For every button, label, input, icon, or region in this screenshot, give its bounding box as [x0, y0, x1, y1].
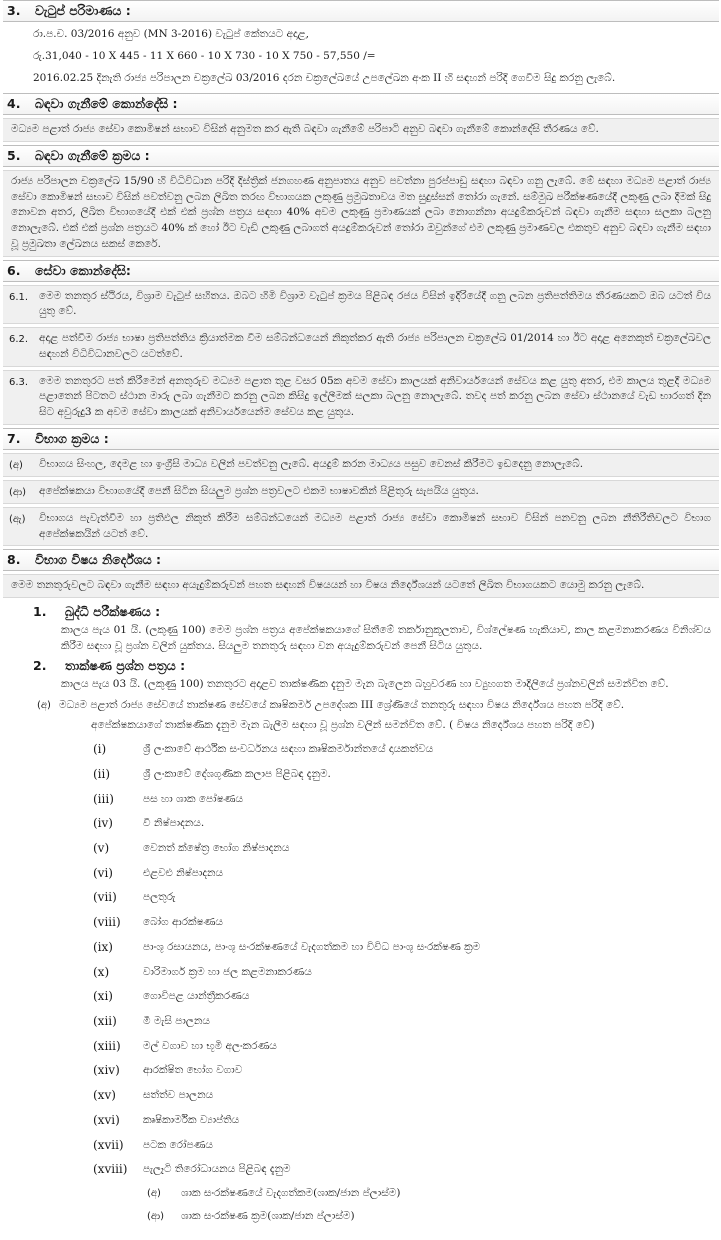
syllabus-a-text: මධ්‍යම පළාත් රාජ්‍ය සේවයේ තාක්ෂණ සේවයේ කෘෂිකර්ම උපදේශක III ශ්‍රේණියේ තනතුරු සඳහා විෂය නිර්දේශය පහත පරිදි වේ.: [59, 698, 625, 711]
section-5-heading: [3, 145, 719, 167]
topic-number: (xvi): [93, 1112, 120, 1127]
paper-1-title: බුද්ධි පරීක්ෂණය :: [65, 604, 161, 619]
exam-method-item: [3, 507, 719, 547]
paper-2-description: කාලය පැය 03 යි. (ලකුණු 100) තනතුරට අදාළව තාක්ෂණික දැනුම මැන බැලෙන බහුවරණ හා ව්‍යුහගත මාදිලියේ ප්‍රශ්නවලින් සමන්විත වේ.: [61, 678, 669, 690]
paper-2-number: 2.: [33, 658, 47, 674]
syllabus-topic: [3, 885, 719, 910]
topic-text: ශ්‍රී ලංකාවේ ආර්ථික සංවර්ධනය සඳහා කෘෂිකර්මාන්තයේ දායකත්වය: [143, 743, 434, 756]
topic-number: (x): [93, 964, 110, 979]
topic-text: එළවළු නිෂ්පාදනය: [143, 866, 224, 879]
syllabus-topic: [3, 861, 719, 886]
syllabus-topic: [3, 984, 719, 1009]
topic-number: (xi): [93, 989, 113, 1004]
service-condition-text: අදාළ පත්වීම රාජ්‍ය භාෂා ප්‍රතිපත්තිය ක්‍රියාත්මක වීම සම්බන්ධයෙන් නිකුත්කර ඇති රාජ්‍ය පරිපාලන චක්‍රලේඛ 01/2014 හා ඊට අදාළ අනෙකුත් චක්‍රලේඛවල සඳහන් විධිවිධානවලට යටත්වේ.: [39, 332, 711, 360]
exam-method-label: (ආ): [9, 486, 27, 498]
topic-text: පාංශු රසායනය, පාංශු සංරක්ෂණයේ වැදගත්කම හා විවිධ පාංශු සංරක්ෂණ ක්‍රම: [143, 940, 481, 953]
paper-1-number: 1.: [33, 604, 47, 619]
exam-method-text: විභාගය සිංහල, දෙමළ හා ඉංග්‍රීසි මාධ්‍ය වලින් පවත්වනු ලැබේ. අයදුම් කරන මාධ්‍යය පසුව වෙනස් කිරීමට ඉඩදෙනු නොලැබේ.: [39, 457, 584, 470]
topic-number: (vi): [93, 865, 113, 880]
topic-text: පටක රෝපණය: [143, 1138, 213, 1151]
recruitment-conditions-text: මධ්‍යම පළාත් රාජ්‍ය සේවා කොමිෂන් සභාව විසින් අනුමත කර ඇති බඳවා ගැනීමේ පරිපාටි අනුව බඳවා ගැනීමේ කොන්දේසි තීරණය වේ.: [3, 118, 719, 142]
exam-method-label: (අ): [9, 459, 23, 471]
section-7-title: විභාග ක්‍රමය :: [35, 430, 109, 446]
topic-number: (xv): [93, 1088, 116, 1103]
topic-text: පස හා ශාක පෝෂණය: [143, 792, 244, 805]
section-8-heading: [3, 549, 719, 571]
topic-text: මල් වගාව හා භූමි අලංකරණය: [143, 1039, 277, 1052]
syllabus-topic: [3, 1133, 719, 1158]
section-6-number: 6.: [7, 262, 21, 278]
topic-text: වාරිමාර්ග ක්‍රම හා ජල කළමනාකරණය: [143, 965, 312, 978]
syllabus-topic: [3, 836, 719, 861]
topic-number: (ii): [93, 766, 111, 781]
topic-number: (xii): [93, 1013, 117, 1028]
topic-text: සත්ත්ව පාලනය: [143, 1089, 214, 1102]
paper-1-heading: [3, 601, 719, 622]
syllabus-topic: [3, 1058, 719, 1083]
topic-text: බෝග ආරක්ෂණය: [143, 916, 223, 929]
service-condition-number: 6.1.: [9, 291, 29, 303]
section-6-heading: [3, 260, 719, 282]
syllabus-a-line: [3, 694, 719, 716]
subtopic-label: (අ): [147, 1187, 161, 1199]
topic-text: ශ්‍රී ලංකාවේ දේශගුණික කලාප පිළිබඳ දැනුම.: [143, 767, 331, 780]
topic-text: මී මැසි පාලනය: [143, 1014, 210, 1027]
exam-method-item: [3, 453, 719, 477]
topic-text: පැලෑටි තිරෝධායනය පිළිබඳ දැනුම: [143, 1163, 291, 1176]
topic-text: කෘෂිකාර්මික ව්‍යාප්තිය: [143, 1113, 240, 1126]
section-5-number: 5.: [7, 147, 21, 163]
service-condition-item: [3, 285, 719, 325]
topic-number: (viii): [93, 915, 121, 930]
paper-2-heading: [3, 655, 719, 676]
syllabus-topic: [3, 811, 719, 836]
service-condition-item: [3, 327, 719, 367]
paper-1-description: කාලය පැය 01 යි. (ලකුණු 100) මෙම ප්‍රශ්න පත්‍රය අපේක්ෂකයාගේ සිතීමේ තර්කානුකූලතාව, විශ්ලේෂණ හැකියාව, කාල කළමනාකරණය විනිශ්චය කිරීම සඳහා වූ ප්‍රශ්න වලින් යුක්තය. සියලුම තනතුරු සඳහා වන අයැදුම්කරුවන් පෙනී සිටිය යුතුය.: [61, 623, 711, 652]
topic-number: (iii): [93, 791, 114, 806]
syllabus-topic: [3, 787, 719, 812]
topic-number: (vii): [93, 890, 117, 905]
salary-scale-block: [3, 22, 719, 90]
syllabus-topic: [3, 910, 719, 935]
syllabus-topic: [3, 1009, 719, 1034]
subtopic-text: ශාක සංරක්ෂණ ක්‍රම(ශාක/ජාන ප්ලාස්ම): [181, 1209, 355, 1222]
subtopic-text: ශාක සංරක්ෂණයේ වැදගත්කම(ශාක/ජාන ප්ලාස්ම): [181, 1186, 401, 1199]
topic-number: (xvii): [93, 1137, 124, 1152]
section-8-number: 8.: [7, 552, 21, 568]
section-3-number: 3.: [7, 3, 21, 18]
topic-number: (xiii): [93, 1038, 121, 1053]
syllabus-a-label: (අ): [37, 699, 51, 711]
syllabus-intro-text: මෙම තනතුරුවලට බඳවා ගැනීම සඳහා අයැදුම්කරුවන් පහත සඳහන් විෂයයන් හා විෂය නිර්දේශයන් යටතේ ලිඛිත විභාගයකට යොමු කරනු ලැබේ.: [3, 574, 719, 598]
syllabus-a-subtext: අපේක්ෂකයාගේ තාක්ෂණික දැනුම මැන බැලීම සඳහා වූ ප්‍රශ්න වලින් සමන්විත වේ. ( විෂය නිර්දේශය පහත පරිදි වේ): [91, 718, 595, 731]
exam-method-text: අපේක්ෂකයා විභාගයේදී පෙනී සිටින සියලුම ප්‍රශ්න පත්‍රවලට එකම භාෂාවකින් පිළිතුරු සැපයිය යුතුය.: [39, 484, 479, 497]
exam-method-text: විභාගය පැවැත්වීම හා ප්‍රතිඵල නිකුත් කිරීම සම්බන්ධයෙන් මධ්‍යම පළාත් රාජ්‍ය සේවා කොමිෂන් සභාව විසින් පනවනු ලබන නීතිරීතිවලට විභාග අපේක්ෂකයින් යටත් වේ.: [39, 511, 711, 540]
section-3-title: වැටුප් පරිමාණය :: [35, 3, 131, 18]
section-3-heading: [3, 0, 719, 22]
syllabus-topic: [3, 1034, 719, 1059]
syllabus-topic: [3, 737, 719, 762]
section-4-title: බඳවා ගැනීමේ කොන්දේසි :: [35, 96, 178, 111]
section-4-number: 4.: [7, 96, 21, 111]
section-8-title: විභාග විෂය නිර්දේශය :: [35, 552, 162, 568]
syllabus-topic: [3, 1083, 719, 1108]
service-condition-number: 6.2.: [9, 334, 29, 345]
topic-text: වී නිෂ්පාදනය.: [143, 817, 205, 830]
syllabus-subtopic: [3, 1182, 719, 1205]
service-condition-number: 6.3.: [9, 376, 29, 388]
topic-number: (xviii): [93, 1162, 128, 1177]
topic-number: (iv): [93, 816, 113, 831]
topic-text: ගොවිපළ යාන්ත්‍රීකරණය: [143, 990, 250, 1003]
topic-text: වෙනත් ක්ෂේත්‍ර භෝග නිෂ්පාදනය: [143, 842, 290, 855]
topic-number: (i): [93, 742, 107, 757]
syllabus-topic-list: [3, 737, 719, 1182]
salary-scale-line: රු.31,040 - 10 X 445 - 11 X 660 - 10 X 730 - 10 X 750 - 57,550 /=: [33, 50, 376, 62]
syllabus-topic: [3, 1108, 719, 1133]
syllabus-subtopic: [3, 1205, 719, 1228]
section-7-heading: [3, 428, 719, 450]
topic-text: ආරක්ෂිත භෝග වගාව: [143, 1064, 243, 1077]
topic-number: (ix): [93, 939, 113, 954]
section-5-title: බඳවා ගැනීමේ ක්‍රමය :: [35, 147, 150, 163]
syllabus-topic: [3, 935, 719, 960]
service-condition-item: [3, 370, 719, 425]
syllabus-subtopic-list: [3, 1182, 719, 1228]
syllabus-topic: [3, 762, 719, 787]
salary-circular-line: රා.ප.ච. 03/2016 අනුව (MN 3-2016) වැටුප් කේතයට අදාළ,: [33, 28, 309, 40]
section-4-heading: [3, 93, 719, 115]
exam-method-item: [3, 480, 719, 504]
topic-number: (v): [93, 841, 110, 856]
exam-method-label: (ඇ): [9, 513, 26, 525]
service-condition-text: මෙම තනතුරට පත් කිරීමෙන් අනතුරුව මධ්‍යම පළාත තුළ වසර 05ක අවම සේවා කාලයක් අනිවාර්යයෙන් සේවය කළ යුතු අතර, එම කාලය තුළදී මධ්‍යම පළාතෙන් පිටතට ස්ථාන මාරු ලබා ගැනීමට කරනු ලබන කිසිදු ඉල්ලීමක් සලකා බලනු නොලැබේ. තවද පත් කරනු ලබන සේවා ස්ථානයේ වැඩ භාරගත් දින සිට අවුරුදු3 ක අවම සේවා කාලයක් අනිවාර්යයෙන්ම සේවය කළ යුතුය.: [39, 374, 711, 418]
topic-text: පලතුරු: [143, 891, 176, 904]
syllabus-topic: [3, 960, 719, 985]
section-6-title: සේවා කොන්දේසි:: [35, 262, 131, 278]
topic-number: (xiv): [93, 1063, 120, 1078]
subtopic-label: (ආ): [147, 1210, 165, 1222]
recruitment-method-text: රාජ්‍ය පරිපාලන චක්‍රලේඛ 15/90 හි විධිවිධාන පරිදි දිස්ත්‍රික් ජනගහණ අනුපාතය අනුව පවත්නා පුරප්පාඩු සඳහා බඳවා ගනු ලැබේ. මේ සඳහා මධ්‍යම පළාත් රාජ්‍ය සේවා කොමිෂන් සභාව විසින් පවත්වනු ලබන ලිඛිත තරඟ විභාගයක ලකුණු ප්‍රමුඛතාවය මත සුදුස්සන් තෝරා ගැනේ. සම්මුඛ පරීක්ෂණයේදී ලකුණු ලබා දීමක් සිදු නොවන අතර, ලිඛිත විභාගයේදී එක් එක් ප්‍රශ්න පත්‍රය සඳහා 40% අවම ලකුණු ප්‍රමාණයක් ලබා නොගන්නා අයදුම්කරුවන් බඳවා ගැනීම සඳහා සලකා බලනු නොලැබේ. එක් එක් ප්‍රශ්න පත්‍රයට 40% ක් හෝ ඊට වැඩි ලකුණු ලබාගත් අයදුම්කරුවන් තෝරා ඔවුන්ගේ එම ලකුණු ප්‍රමාණවල එකතුව අනුව බඳවා ගැනීම සඳහා වූ ප්‍රමුඛතා ලේඛනය සකස් කෙරේ.: [3, 170, 719, 257]
salary-payment-line: 2016.02.25 දිනැති රාජ්‍ය පරිපාලන චක්‍රලේඛ 03/2016 දරන චක්‍රලේඛයේ උපලේඛන අංක II හි සඳහන් පරිදි ගෙවීම සිදු කරනු ලැබේ.: [33, 72, 616, 84]
service-condition-text: මෙම තනතුර ස්ථිරය, විශ්‍රාම වැටුප් සහිතය. ඔබට හිමි විශ්‍රාම වැටුප් ක්‍රමය පිළිබඳ රජය විසින් ඉදිරියේදී ගනු ලබන ප්‍රතිපත්තිමය තීරණයකට ඔබ යටත් විය යුතු වේ.: [39, 289, 711, 318]
section-7-number: 7.: [7, 430, 21, 446]
paper-2-title: තාක්ෂණ ප්‍රශ්න පත්‍රය :: [65, 658, 186, 674]
syllabus-topic: [3, 1157, 719, 1182]
